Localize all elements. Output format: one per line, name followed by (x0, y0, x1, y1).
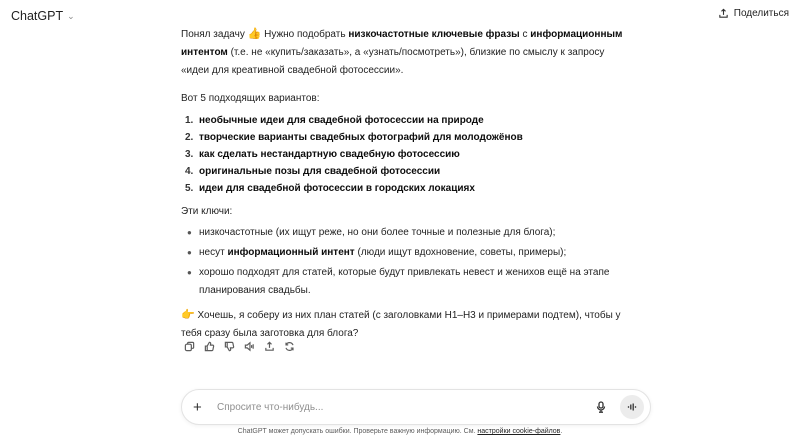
speaker-icon (244, 341, 255, 352)
add-attachment-button[interactable]: + (193, 398, 202, 416)
thumbs-down-icon (224, 341, 235, 352)
list-item-text: низкочастотные (их ищут реже, но они более точные и полезные для блога); (199, 227, 556, 238)
list-item (181, 264, 631, 300)
list-item-text: как сделать нестандартную свадебную фотосессию (199, 149, 460, 160)
share-label: Поделиться (733, 8, 789, 19)
refresh-icon (284, 341, 295, 352)
list-item (181, 112, 631, 129)
microphone-icon (596, 401, 606, 413)
list-item-text: необычные идеи для свадебной фотосессии на природе (199, 115, 484, 126)
voice-waveform-icon (627, 402, 637, 412)
list-number: 2. (185, 132, 194, 143)
followup-text: Хочешь, я соберу из них план статей (с заголовками H1–H3 и примерами подтем), чтобы у тебя сразу была заготовка для блога? (181, 310, 621, 339)
list-item-text: хорошо подходят для статей, которые будут привлекать невест и женихов ещё на этапе планирования свадьбы. (199, 267, 610, 296)
dictate-button[interactable] (596, 401, 610, 413)
intro-bold: низкочастотные ключевые фразы (348, 29, 520, 40)
intro-bold: информационным интентом (181, 29, 623, 58)
intro-text: Понял задачу (181, 29, 248, 40)
list-number: 3. (185, 149, 194, 160)
intro-text: с (519, 29, 531, 40)
disclaimer-text: ChatGPT может допускать ошибки. Проверьте важную информацию. См. (237, 428, 478, 435)
model-selector[interactable] (11, 9, 75, 23)
list-item (181, 163, 631, 180)
assistant-message (181, 25, 631, 343)
copy-button[interactable] (181, 339, 197, 353)
list-item (181, 146, 631, 163)
variants-heading: Вот 5 подходящих вариантов: (181, 93, 320, 104)
prompt-input[interactable] (217, 402, 596, 413)
dislike-button[interactable] (221, 339, 237, 353)
list-item (181, 129, 631, 146)
chevron-down-icon: ⌄ (67, 11, 75, 21)
copy-icon (184, 341, 195, 352)
keys-list (181, 224, 631, 300)
list-number: 1. (185, 115, 194, 126)
list-item-bold: информационный интент (227, 247, 355, 258)
bullet-icon: ● (187, 268, 192, 277)
list-item-text: (люди ищут вдохновение, советы, примеры); (354, 247, 567, 258)
list-number: 5. (185, 183, 194, 194)
message-actions (181, 339, 297, 353)
intro-paragraph (181, 25, 631, 80)
pointing-hand-emoji-icon: 👉 (181, 309, 195, 321)
intro-text: Нужно подобрать (261, 29, 349, 40)
followup-question (181, 306, 631, 343)
share-message-button[interactable] (261, 339, 277, 353)
bullet-icon: ● (187, 248, 192, 257)
regenerate-button[interactable] (281, 339, 297, 353)
share-button[interactable] (718, 8, 789, 19)
share-icon (264, 341, 275, 352)
list-item-text: идеи для свадебной фотосессии в городских локациях (199, 183, 475, 194)
disclaimer (0, 428, 800, 435)
cookie-settings-link[interactable]: настройки cookie-файлов (477, 428, 561, 435)
list-item (181, 244, 631, 262)
keys-heading: Эти ключи: (181, 206, 233, 217)
list-number: 4. (185, 166, 194, 177)
read-aloud-button[interactable] (241, 339, 257, 353)
variants-list (181, 112, 631, 197)
list-item-text: оригинальные позы для свадебной фотосессии (199, 166, 441, 177)
disclaimer-end: . (560, 428, 563, 435)
list-item (181, 180, 631, 197)
message-composer (181, 389, 651, 425)
like-button[interactable] (201, 339, 217, 353)
list-item-text: творческие варианты свадебных фотографий для молодожёнов (199, 132, 523, 143)
thumbs-up-emoji-icon: 👍 (247, 28, 262, 40)
intro-text: (т.е. не «купить/заказать», а «узнать/посмотреть»), близкие по смыслу к запросу «идеи для креативной свадебной фотосессии». (181, 47, 605, 76)
list-item-text: несут (199, 247, 228, 258)
thumbs-up-icon (204, 341, 215, 352)
model-label: ChatGPT (11, 9, 64, 23)
bullet-icon: ● (187, 228, 192, 237)
voice-mode-button[interactable] (620, 395, 644, 419)
list-item (181, 224, 631, 242)
share-icon (718, 8, 729, 19)
